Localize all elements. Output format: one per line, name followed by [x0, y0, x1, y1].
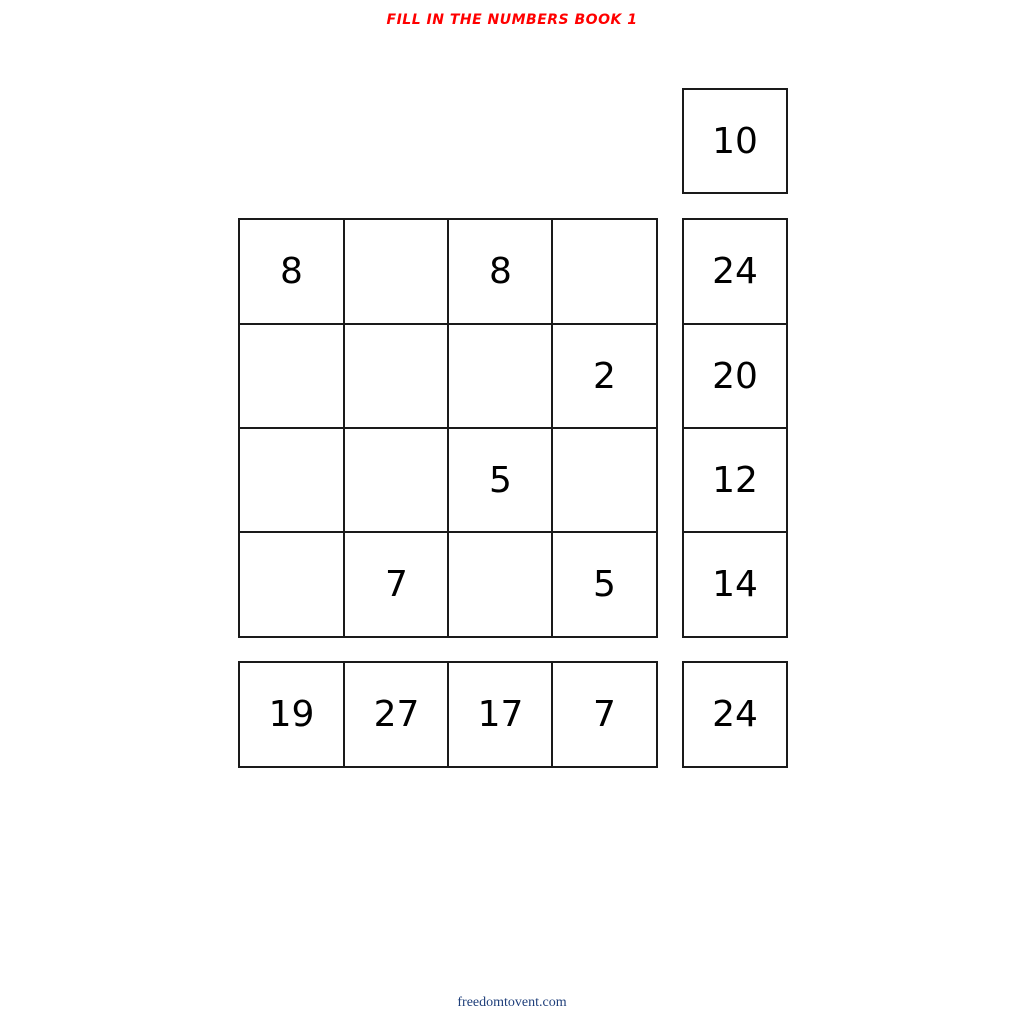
grid-cell[interactable]: [343, 323, 450, 430]
grid-cell[interactable]: [238, 323, 345, 430]
grid-cell[interactable]: 2: [551, 323, 658, 430]
row-sum-cell: 12: [682, 427, 788, 534]
row-sum-cell: 24: [682, 218, 788, 325]
column-sum-cell: 19: [238, 661, 345, 768]
row-sum-cell: 14: [682, 531, 788, 638]
grid-cell[interactable]: 5: [551, 531, 658, 638]
page-title: FILL IN THE NUMBERS BOOK 1: [386, 12, 638, 28]
grid-cell[interactable]: 8: [447, 218, 554, 325]
grid-cell[interactable]: [551, 427, 658, 534]
diagonal-sum-cell: 10: [682, 88, 788, 194]
grid-cell[interactable]: [551, 218, 658, 325]
grid-cell[interactable]: 7: [343, 531, 450, 638]
grid-cell[interactable]: [343, 427, 450, 534]
grid-cell[interactable]: [447, 323, 554, 430]
column-sum-cell: 27: [343, 661, 450, 768]
grid-cell[interactable]: [238, 427, 345, 534]
grid-cell[interactable]: [238, 531, 345, 638]
grid-cell[interactable]: 8: [238, 218, 345, 325]
row-sum-cell: 20: [682, 323, 788, 430]
column-sum-cell: 17: [447, 661, 554, 768]
total-sum-cell: 24: [682, 661, 788, 768]
footer-website: freedomtovent.com: [457, 995, 567, 1010]
grid-cell[interactable]: [343, 218, 450, 325]
column-sum-cell: 7: [551, 661, 658, 768]
grid-cell[interactable]: [447, 531, 554, 638]
grid-cell[interactable]: 5: [447, 427, 554, 534]
